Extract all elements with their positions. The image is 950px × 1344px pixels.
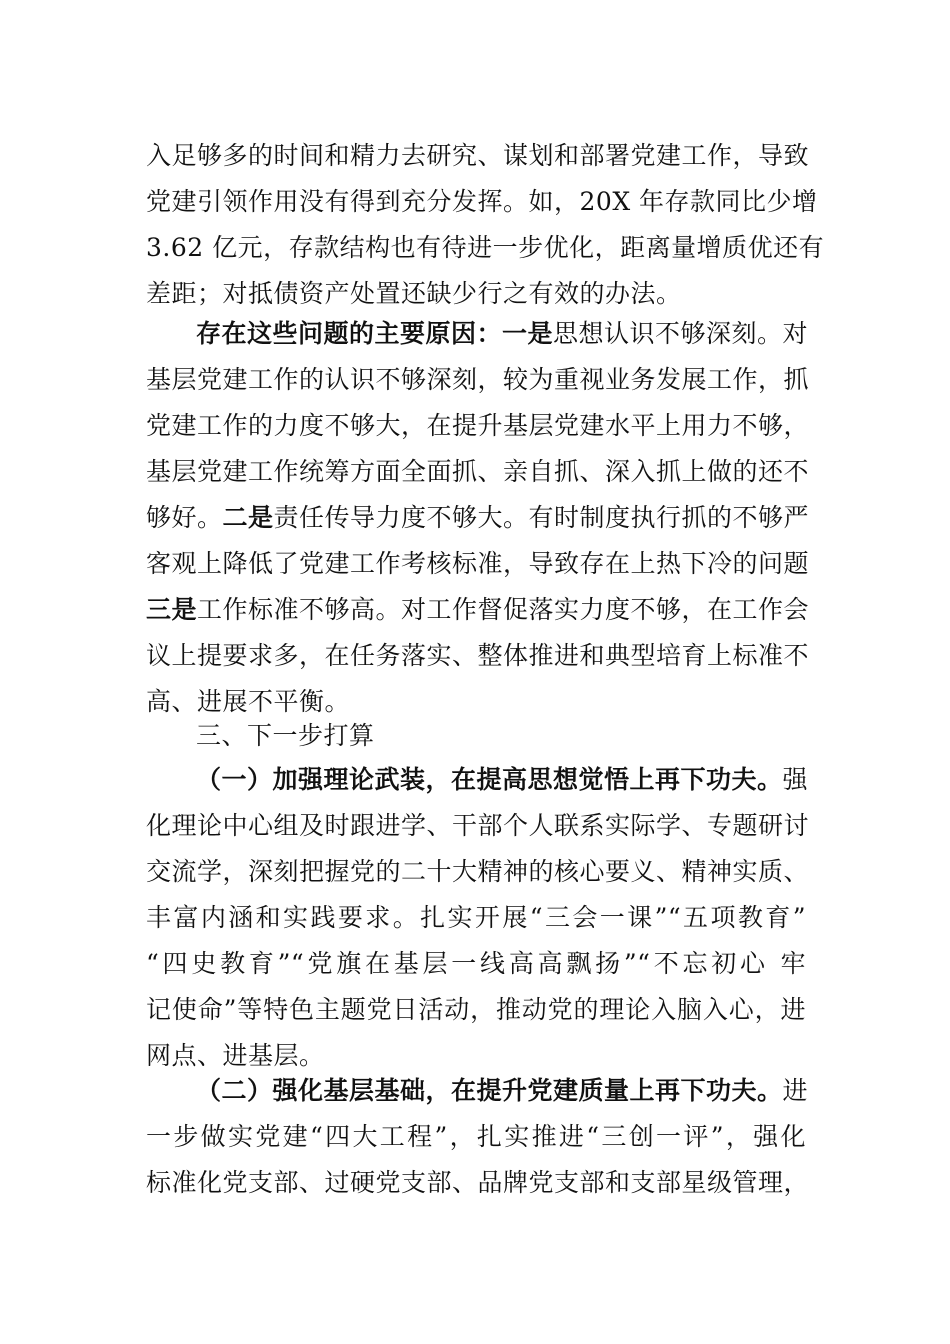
text-line: 客观上降低了党建工作考核标准，导致存在上热下冷的问题 [146,549,810,578]
text-run: 工作标准不够高。对工作督促落实力度不够，在工作会 [197,595,810,624]
text-run: 思想认识不够深刻。对 [553,319,809,348]
paragraph-causes [146,311,810,725]
text-line: 3.62 亿元，存款结构也有待进一步优化，距离量增质优还有 [146,233,825,262]
text-line [146,311,809,357]
text-run: 进 [782,1076,809,1105]
bold-lead: 存在这些问题的主要原因：一是 [196,319,554,348]
text-line: 一步做实党建“四大工程”，扎实推进“三创一评”，强化 [146,1122,807,1151]
text-line: 网点、进基层。 [146,1041,325,1070]
text-line: 高、进展不平衡。 [146,687,351,716]
text-line: 差距；对抵债资产处置还缺少行之有效的办法。 [146,279,682,308]
text-line: 议上提要求多，在任务落实、整体推进和典型培育上标准不 [146,641,810,670]
bold-lead: （一）加强理论武装，在提高思想觉悟上再下功夫。 [196,765,783,794]
text-line [146,495,810,541]
bold-lead: 三是 [146,595,198,624]
text-line: 党建工作的力度不够大，在提升基层党建水平上用力不够， [146,411,810,440]
text-line [146,587,810,633]
text-line: 化理论中心组及时跟进学、干部个人联系实际学、专题研讨 [146,811,810,840]
text-line [146,1068,809,1114]
text-line: 标准化党支部、过硬党支部、品牌党支部和支部星级管理， [146,1168,810,1197]
text-line: 记使命”等特色主题党日活动，推动党的理论入脑入心，进 [146,995,806,1024]
paragraph-continuation [146,133,825,317]
bold-lead: 二是 [222,503,274,532]
heading-text: 三、下一步打算 [196,721,375,750]
bold-lead: （二）强化基层基础，在提升党建质量上再下功夫。 [196,1076,783,1105]
text-line: 基层党建工作统筹方面全面抓、亲自抓、深入抓上做的还不 [146,457,810,486]
text-line: “四史教育”“党旗在基层一线高高飘扬”“不忘初心 牢 [146,949,806,978]
text-line: 党建引领作用没有得到充分发挥。如，20X 年存款同比少增 [146,187,818,216]
text-line: 入足够多的时间和精力去研究、谋划和部署党建工作，导致 [146,141,810,170]
text-run: 够好。 [146,503,223,532]
item-two [146,1068,810,1206]
text-run: 强 [782,765,809,794]
text-line: 基层党建工作的认识不够深刻，较为重视业务发展工作，抓 [146,365,810,394]
text-line: 丰富内涵和实践要求。扎实开展“三会一课”“五项教育” [146,903,806,932]
text-run: 责任传导力度不够大。有时制度执行抓的不够严 [273,503,810,532]
section-heading [146,713,806,759]
item-one [146,757,810,1079]
text-line: 交流学，深刻把握党的二十大精神的核心要义、精神实质、 [146,857,810,886]
text-line [146,757,809,803]
